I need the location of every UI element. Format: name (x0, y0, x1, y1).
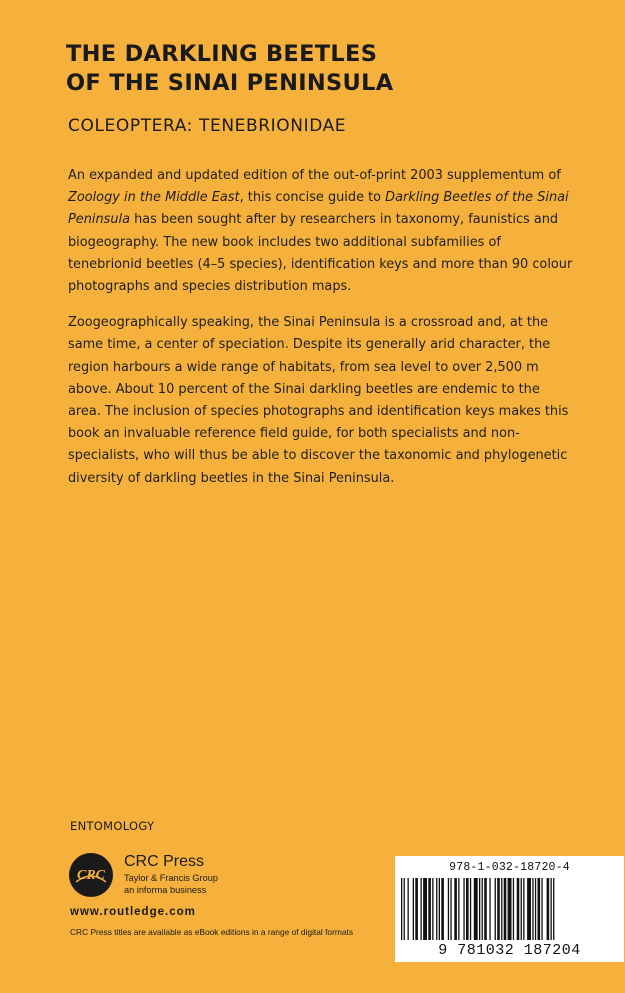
p1-italic-journal: Zoology in the Middle East (68, 190, 240, 206)
publisher-group: Taylor & Francis Group (124, 873, 218, 883)
p1-italic-original-title: Darkling Beetles of the Sinai Peninsula (68, 190, 569, 228)
barcode-bar (408, 878, 409, 940)
barcode-bar (439, 878, 440, 940)
barcode-bar (441, 878, 444, 940)
publisher-block (124, 852, 218, 896)
ebook-note: CRC Press titles are available as eBook editions in a range of digital formats (70, 927, 354, 937)
barcode-bar (547, 878, 550, 940)
barcode-bar (474, 878, 478, 940)
barcode-bar (521, 878, 522, 940)
publisher-name: CRC Press (124, 853, 205, 870)
publisher-business: an informa business (124, 885, 207, 895)
barcode-bar (504, 878, 507, 940)
isbn-bottom-text: 9 781032 187204 (438, 942, 581, 959)
barcode-bar (454, 878, 457, 940)
barcode-bar (448, 878, 449, 940)
barcode-bar (458, 878, 459, 940)
barcode-bar (413, 878, 414, 940)
barcode-bar (495, 878, 496, 940)
barcode-bar (538, 878, 541, 940)
barcode-bar (415, 878, 418, 940)
barcode-bar (501, 878, 502, 940)
description-paragraph-1 (68, 165, 573, 298)
isbn-top-text: 978-1-032-18720-4 (449, 861, 570, 874)
barcode-bar (553, 878, 554, 940)
description-paragraph-2: Zoogeographically speaking, the Sinai Peninsula is a crossroad and, at the same time, a center of speciation. Despite its generally arid character, the region harbours a wide range of habitats, from sea level to over 2,500 m above. About 10 percent of the Sinai darkling beetles are endemic to the area. The inclusion of species photographs and identification keys makes this book an invaluable reference field guide, for both specialists and non-specialists, who will thus be able to discover the taxonomic and phylogenetic diversity of darkling beetles in the Sinai Peninsula. (68, 315, 569, 486)
barcode-bar (497, 878, 500, 940)
barcode-bar (450, 878, 451, 940)
barcode-bar (532, 878, 533, 940)
barcode-bar (463, 878, 464, 940)
barcode-bar (513, 878, 514, 940)
barcode-bar (517, 878, 520, 940)
barcode-bar (432, 878, 433, 940)
book-description (68, 165, 573, 504)
barcode-bar (482, 878, 483, 940)
p1-text-1: An expanded and updated edition of the out-of-print 2003 supplementum of (68, 168, 561, 183)
barcode-bar (489, 878, 490, 940)
barcode-bar (470, 878, 471, 940)
barcode-bar (401, 878, 402, 940)
barcode-bar (535, 878, 536, 940)
isbn-barcode (395, 856, 624, 962)
barcode-bar (423, 878, 427, 940)
barcode-bar (551, 878, 552, 940)
barcode-bar (421, 878, 422, 940)
barcode-bar (479, 878, 480, 940)
p1-text-3: has been sought after by researchers in taxonomy, faunistics and biogeography. The new book includes two additional subfamilies of tenebrionid beetles (4–5 species), identification keys and more than 90 colour photographs and species distribution maps. (68, 212, 573, 295)
barcode-bar (523, 878, 524, 940)
subject-category: ENTOMOLOGY (70, 819, 155, 833)
barcode-bar (404, 878, 405, 940)
title-line-2: OF THE SINAI PENINSULA (66, 70, 394, 96)
barcode-bars (401, 878, 618, 940)
book-subtitle: COLEOPTERA: TENEBRIONIDAE (68, 116, 347, 136)
p1-text-2: , this concise guide to (239, 190, 386, 206)
barcode-bar (436, 878, 437, 940)
publisher-website: www.routledge.com (70, 906, 196, 918)
title-line-1: THE DARKLING BEETLES (66, 41, 378, 67)
barcode-bar (527, 878, 531, 940)
logo-text: CRC (76, 868, 106, 883)
barcode-bar (541, 878, 542, 940)
crc-press-logo-icon (68, 852, 114, 898)
barcode-bar (428, 878, 431, 940)
book-title (66, 40, 586, 98)
barcode-bar (466, 878, 469, 940)
barcode-bar (508, 878, 512, 940)
barcode-bar (484, 878, 487, 940)
